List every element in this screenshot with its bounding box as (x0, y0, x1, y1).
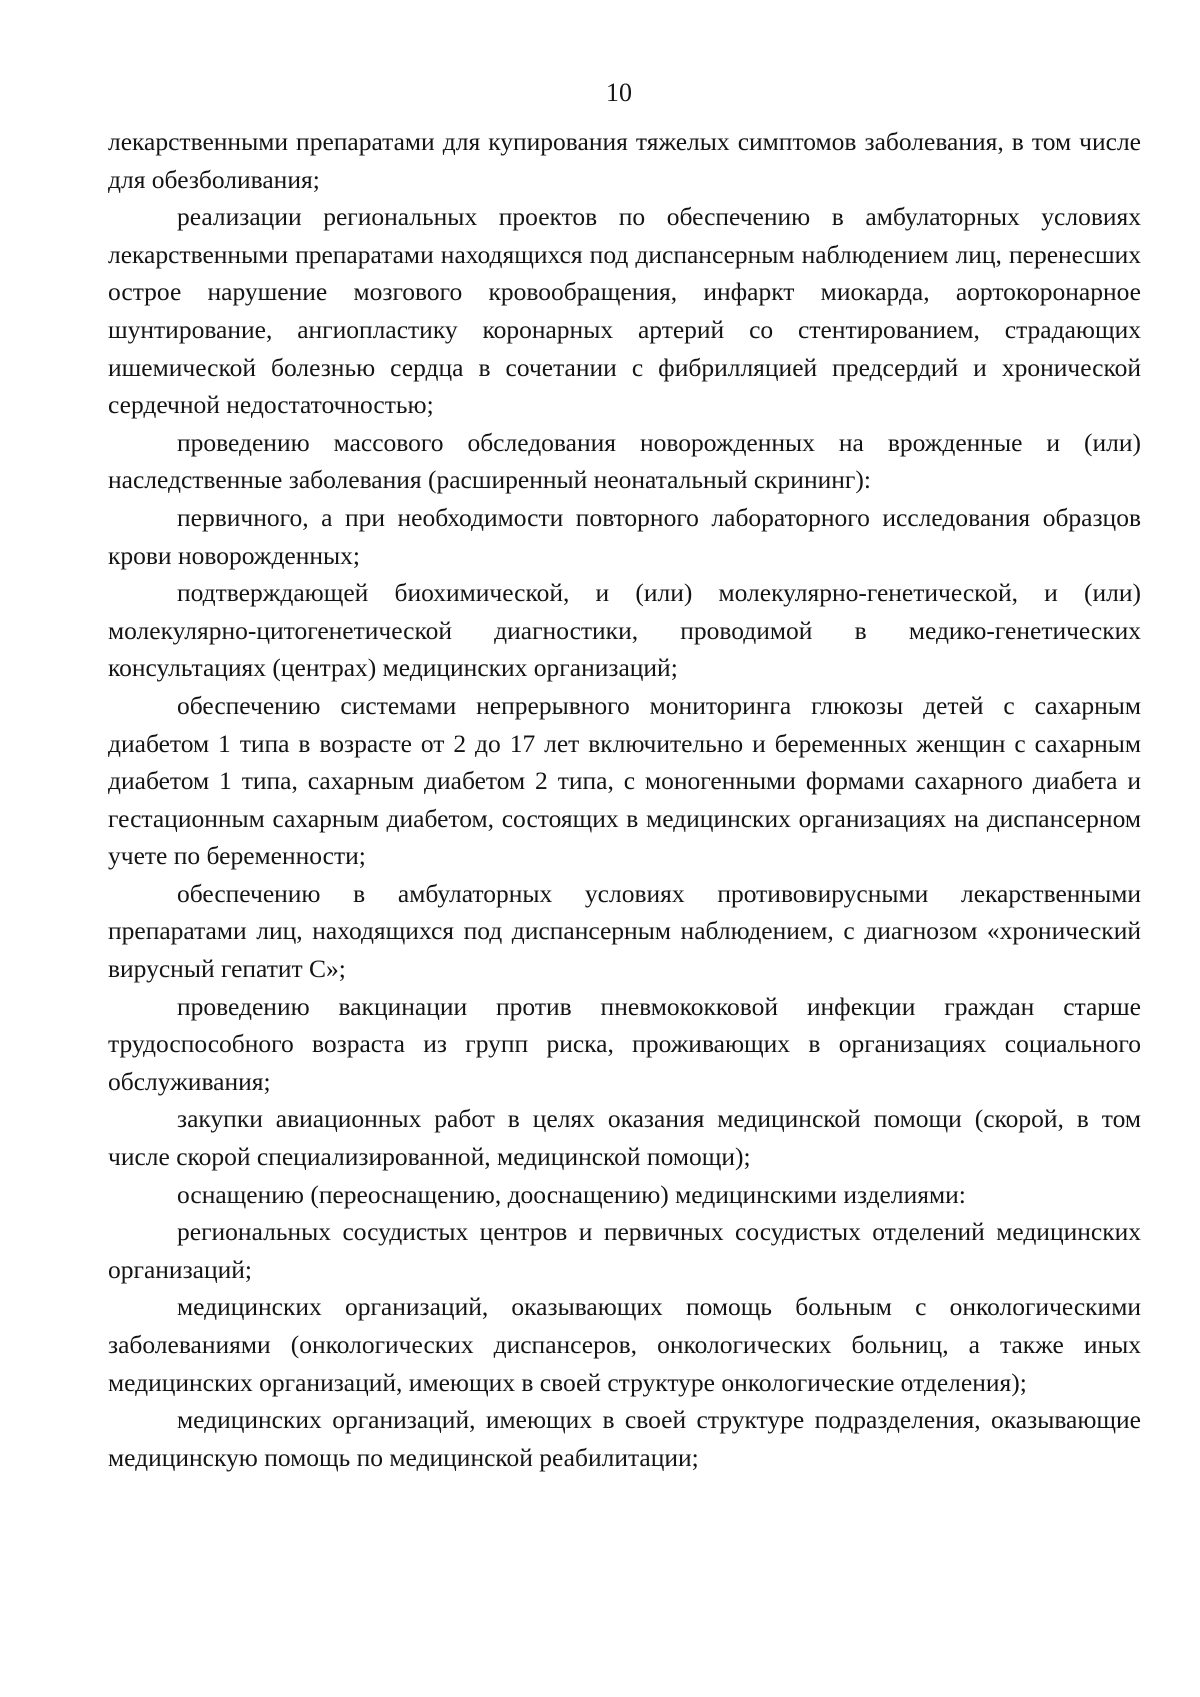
paragraph: первичного, а при необходимости повторного лабораторного исследования образцов крови новорожденных; (108, 502, 1141, 570)
page-number: 10 (606, 78, 632, 107)
document-body (108, 123, 1141, 1476)
paragraph: реализации региональных проектов по обеспечению в амбулаторных условиях лекарственными препаратами находящихся под диспансерным наблюдением лиц, перенесших острое нарушение мозгового кровообращения, инфаркт миокарда, аортокоронарное шунтирование, ангиопластику коронарных артерий со стентированием, страдающих ишемической болезнью сердца в сочетании с фибрилляцией предсердий и хронической сердечной недостаточностью; (108, 202, 1141, 420)
paragraph: региональных сосудистых центров и первичных сосудистых отделений медицинских организаций; (108, 1217, 1141, 1284)
paragraph: обеспечению системами непрерывного мониторинга глюкозы детей с сахарным диабетом 1 типа в возрасте от 2 до 17 лет включительно и беременных женщин с сахарным диабетом 1 типа, сахарным диабетом 2 типа, с моногенными формами сахарного диабета и гестационным сахарным диабетом, состоящих в медицинских организациях на диспансерном учете по беременности; (108, 690, 1141, 871)
paragraph: медицинских организаций, имеющих в своей структуре подразделения, оказывающие медицинскую помощь по медицинской реабилитации; (108, 1405, 1141, 1472)
paragraph: закупки авиационных работ в целях оказания медицинской помощи (скорой, в том числе скорой специализированной, медицинской помощи); (108, 1104, 1141, 1172)
paragraph: проведению вакцинации против пневмококковой инфекции граждан старше трудоспособного возраста из групп риска, проживающих в организациях социального обслуживания; (108, 991, 1141, 1096)
paragraph: оснащению (переоснащению, дооснащению) медицинскими изделиями: (177, 1179, 966, 1209)
paragraph: проведению массового обследования новорожденных на врожденные и (или) наследственные заболевания (расширенный неонатальный скрининг): (108, 427, 1141, 495)
paragraph: обеспечению в амбулаторных условиях противовирусными лекарственными препаратами лиц, находящихся под диспансерным наблюдением, с диагнозом «хронический вирусный гепатит С»; (108, 878, 1141, 984)
paragraph: подтверждающей биохимической, и (или) молекулярно-генетической, и (или) молекулярно-цитогенетической диагностики, проводимой в медико-генетических консультациях (центрах) медицинских организаций; (108, 578, 1141, 683)
paragraph: медицинских организаций, оказывающих помощь больным с онкологическими заболеваниями (онкологических диспансеров, онкологических больниц, а также иных медицинских организаций, имеющих в своей структуре онкологические отделения); (108, 1292, 1141, 1397)
paragraph: лекарственными препаратами для купирования тяжелых симптомов заболевания, в том числе для обезболивания; (108, 127, 1141, 194)
